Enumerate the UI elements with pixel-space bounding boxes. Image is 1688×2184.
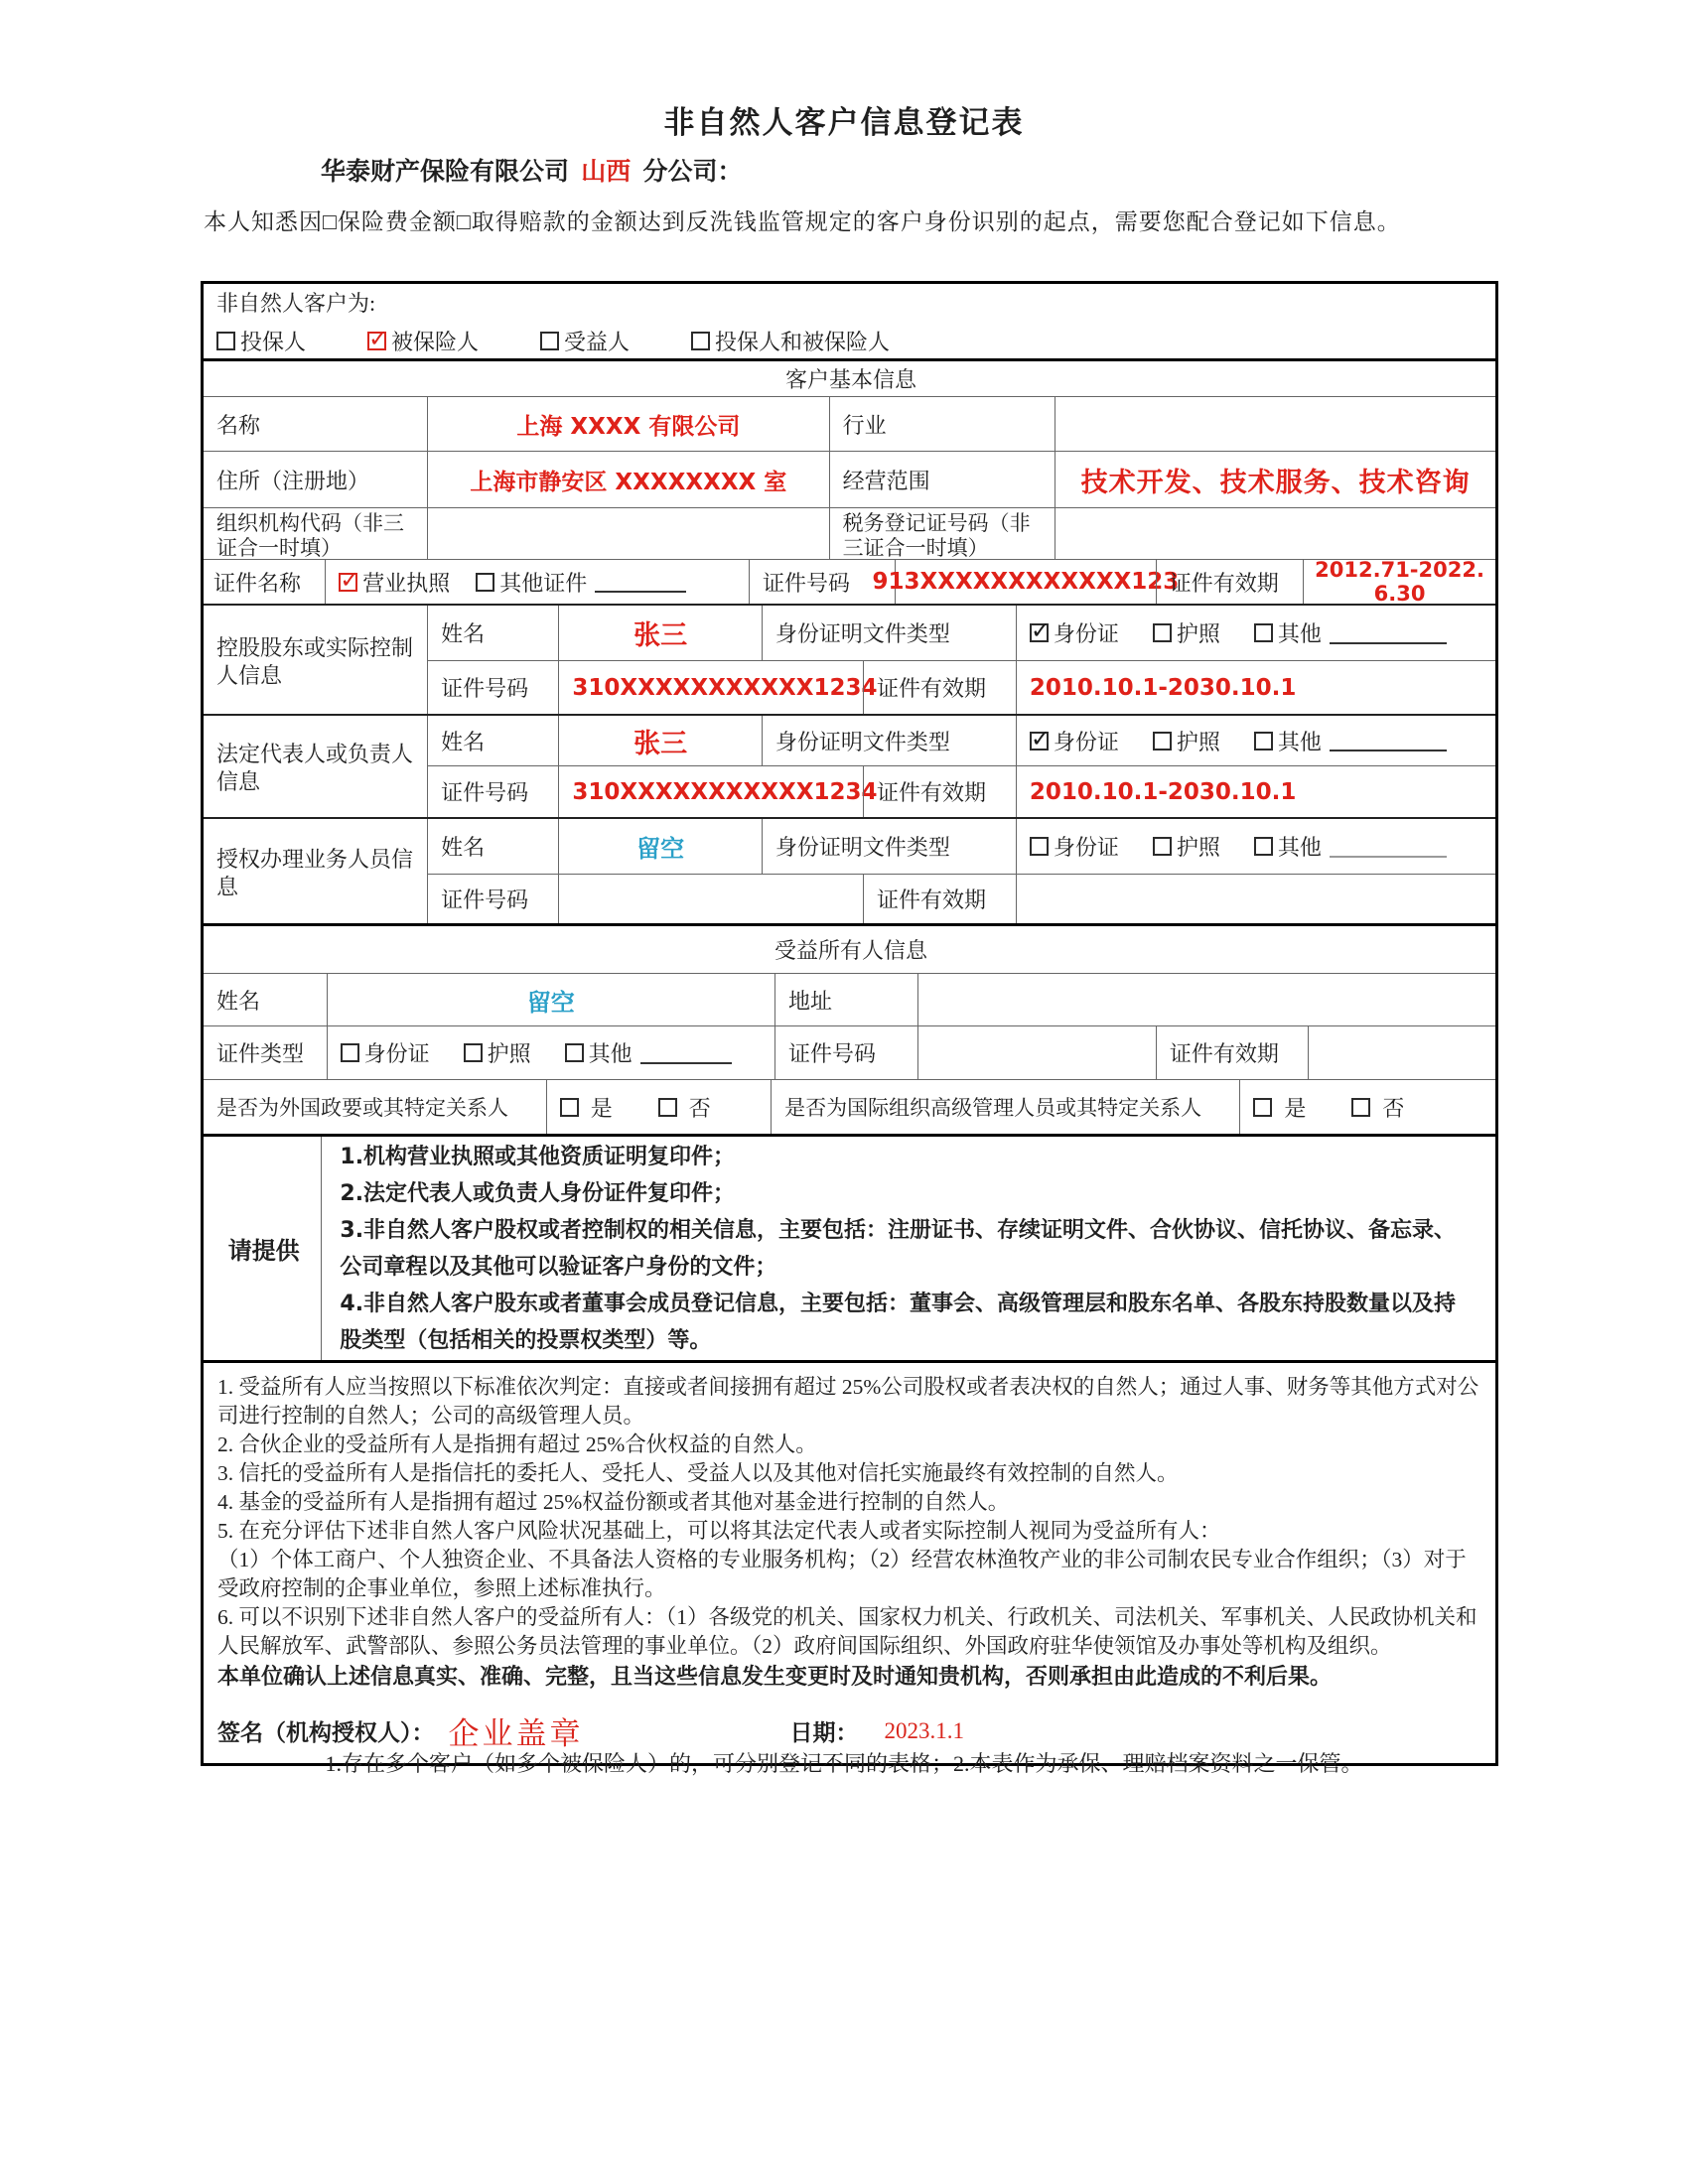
registration-table [201, 281, 1498, 1766]
checkbox-icon[interactable] [560, 1098, 579, 1117]
org-code-value[interactable] [427, 508, 829, 559]
option-label: 投保人和被保险人 [715, 329, 891, 354]
provide-row [204, 1134, 1495, 1360]
checkbox-icon[interactable] [1254, 837, 1273, 856]
certificate-row [204, 559, 1495, 604]
checkbox-icon[interactable] [1030, 837, 1049, 856]
beneficial-header-row [204, 923, 1495, 973]
checkbox-icon[interactable] [565, 1043, 584, 1062]
beneficial-validity-label: 证件有效期 [1156, 1026, 1309, 1079]
intl-org-options [1239, 1080, 1495, 1134]
option-other-cert[interactable] [476, 567, 686, 598]
cert-no-label: 证件号码 [427, 875, 558, 923]
confirmation-statement: 本单位确认上述信息真实、准确、完整，且当这些信息发生变更时及时通知贵机构，否则承担由此造成的不利后果。 [217, 1665, 1333, 1690]
cert-no-value[interactable] [558, 875, 863, 923]
option-id-card[interactable] [1030, 617, 1119, 648]
option-label: 身份证 [1053, 729, 1119, 754]
industry-value[interactable] [1055, 397, 1495, 451]
checkbox-icon[interactable] [464, 1043, 483, 1062]
customer-type-options [216, 326, 951, 356]
beneficial-cert-no-label: 证件号码 [774, 1026, 917, 1079]
branch-suffix: 分公司： [642, 159, 743, 186]
option-label: 营业执照 [362, 570, 451, 596]
notes-cell [204, 1363, 1495, 1763]
option-label: 其他 [1277, 621, 1322, 646]
validity-value[interactable] [1016, 875, 1495, 923]
other-blank[interactable] [1330, 622, 1447, 644]
intl-no-option[interactable] [1351, 1092, 1404, 1123]
note-item: （1）个体工商户、个人独资企业、不具备法人资格的专业服务机构；（2）经营农林渔牧产业的非公司制农民专业合作组织；（3）对于受政府控制的企事业单位，参照上述标准执行。 [217, 1548, 1467, 1600]
checkbox-icon[interactable] [540, 332, 559, 350]
doc-type-options [1016, 606, 1495, 660]
intro-text: 本人知悉因□保险费金额□取得赔款的金额达到反洗钱监管规定的客户身份识别的起点，需要您配合登记如下信息。 [204, 209, 1401, 234]
validity-label: 证件有效期 [863, 875, 1016, 923]
tax-no-value[interactable] [1055, 508, 1495, 559]
note-item: 6. 可以不识别下述非自然人客户的受益所有人：（1）各级党的机关、国家权力机关、行政机关、司法机关、军事机关、人民政协机关和人民解放军、武警部队、参照公务员法管理的事业单位。（2）政府间国际组织、外国政府驻华使领馆及办事处等机构及组织。 [217, 1605, 1477, 1658]
option-label: 被保险人 [391, 329, 480, 354]
cert-no-value[interactable]: 310XXXXXXXXXXX1234 [558, 661, 863, 714]
beneficial-address-value[interactable] [917, 974, 1495, 1025]
intl-org-label: 是否为国际组织高级管理人员或其特定关系人 [771, 1080, 1239, 1134]
option-insured[interactable] [367, 326, 479, 356]
option-label: 其他证件 [499, 570, 588, 596]
org-code-label: 组织机构代码（非三证合一时填） [216, 510, 404, 560]
option-label: 其他 [588, 1041, 633, 1066]
business-scope-label: 经营范围 [829, 452, 1055, 507]
name-value[interactable]: 留空 [558, 819, 761, 874]
name-label: 姓名 [427, 606, 558, 660]
checkbox-icon[interactable] [1254, 732, 1273, 751]
address-label: 住所（注册地） [216, 468, 370, 493]
checkbox-icon[interactable] [1254, 623, 1273, 642]
beneficial-cert-type-label: 证件类型 [216, 1041, 305, 1066]
name-value[interactable]: 张三 [558, 606, 761, 660]
option-other[interactable] [1254, 831, 1447, 862]
beneficial-name-row [204, 973, 1495, 1025]
name-label: 姓名 [427, 819, 558, 874]
checkbox-icon[interactable] [691, 332, 710, 350]
option-other[interactable] [565, 1037, 732, 1068]
address-row [204, 451, 1495, 507]
cert-validity-value[interactable]: 2012.71-2022. 6.30 [1303, 560, 1495, 604]
note-item: 3. 信托的受益所有人是指信托的委托人、受托人、受益人以及其他对信托实施最终有效控制的自然人。 [217, 1461, 1179, 1485]
checkbox-icon[interactable] [216, 332, 235, 350]
basic-info-header [204, 361, 1495, 396]
signature-value[interactable]: 企业盖章 [448, 1716, 584, 1751]
option-label: 其他 [1277, 835, 1322, 860]
beneficial-cert-row [204, 1025, 1495, 1079]
option-passport[interactable] [1153, 617, 1220, 648]
validity-label: 证件有效期 [863, 766, 1016, 817]
business-scope-value[interactable]: 技术开发、技术服务、技术咨询 [1055, 452, 1495, 507]
address-value[interactable]: 上海市静安区 XXXXXXXX 室 [427, 452, 829, 507]
cert-no-label: 证件号码 [427, 766, 558, 817]
checkbox-icon[interactable] [1030, 732, 1049, 751]
other-blank[interactable] [1330, 730, 1447, 751]
cert-no-value[interactable]: 913XXXXXXXXXXXX123 [895, 560, 1156, 604]
intl-yes-option[interactable] [1253, 1092, 1306, 1123]
company-name: 华泰财产保险有限公司 [321, 159, 570, 186]
name-value[interactable]: 上海 XXXX 有限公司 [427, 397, 829, 451]
page-title: 非自然人客户信息登记表 [663, 105, 1025, 140]
option-id-card[interactable] [1030, 831, 1119, 862]
option-label: 投保人 [240, 329, 307, 354]
footer-note: 1.存在多个客户（如多个被保险人）的，可分别登记不同的表格；2.本表作为承保、理赔档案资料之一保管。 [325, 1751, 1363, 1776]
option-label: 受益人 [564, 329, 631, 354]
option-label: 护照 [1176, 835, 1220, 860]
legal-representative-group [204, 714, 1495, 817]
provide-item: 3.非自然人客户股权或者控制权的相关信息，主要包括：注册证书、存续证明文件、合伙协议、信托协议、备忘录、公司章程以及其他可以验证客户身份的文件； [340, 1217, 1457, 1280]
option-label: 否 [688, 1095, 711, 1121]
doc-type-label: 身份证明文件类型 [762, 606, 1016, 660]
customer-type-cell [204, 284, 1495, 358]
option-label: 身份证 [1053, 621, 1119, 646]
other-blank[interactable] [1330, 836, 1447, 858]
cert-name-label: 证件名称 [213, 570, 302, 596]
notes-row [204, 1360, 1495, 1763]
option-beneficiary[interactable] [540, 326, 630, 356]
checkbox-icon[interactable] [1153, 732, 1172, 751]
option-passport[interactable] [1153, 831, 1220, 862]
authorized-agent-group [204, 817, 1495, 923]
doc-type-label: 身份证明文件类型 [762, 716, 1016, 765]
provide-item: 1.机构营业执照或其他资质证明复印件； [340, 1144, 736, 1169]
group-label: 授权办理业务人员信息 [216, 846, 414, 899]
doc-type-label: 身份证明文件类型 [762, 819, 1016, 874]
provide-items [321, 1137, 1495, 1360]
beneficial-cert-no-value[interactable] [917, 1026, 1155, 1079]
pep-options [546, 1080, 771, 1134]
note-item: 5. 在充分评估下述非自然人客户风险状况基础上，可以将其法定代表人或者实际控制人视同为受益所有人： [217, 1519, 1221, 1543]
checkbox-icon[interactable] [339, 573, 357, 592]
name-row [204, 396, 1495, 451]
option-label: 护照 [487, 1041, 531, 1066]
option-policyholder[interactable] [216, 326, 306, 356]
option-label: 护照 [1176, 729, 1220, 754]
checkbox-icon[interactable] [1253, 1098, 1272, 1117]
pep-yes-option[interactable] [560, 1092, 613, 1123]
option-label: 身份证 [1053, 835, 1119, 860]
checkbox-icon[interactable] [341, 1043, 359, 1062]
validity-value[interactable]: 2010.10.1-2030.10.1 [1016, 661, 1495, 714]
option-passport[interactable] [1153, 726, 1220, 756]
org-code-row [204, 507, 1495, 559]
doc-type-options [1016, 716, 1495, 765]
note-item: 2. 合伙企业的受益所有人是指拥有超过 25%合伙权益的自然人。 [217, 1433, 817, 1456]
beneficial-name-label: 姓名 [216, 988, 261, 1014]
note-item: 1. 受益所有人应当按照以下标准依次判定：直接或者间接拥有超过 25%公司股权或者表决权的自然人；通过人事、财务等其他方式对公司进行控制的自然人；公司的高级管理人员。 [217, 1375, 1479, 1428]
checkbox-icon[interactable] [658, 1098, 677, 1117]
beneficial-cert-options [327, 1026, 774, 1079]
checkbox-icon[interactable] [1351, 1098, 1370, 1117]
cert-no-label: 证件号码 [749, 560, 895, 604]
checkbox-icon[interactable] [1153, 837, 1172, 856]
controlling-shareholder-group [204, 604, 1495, 714]
customer-type-row [204, 284, 1495, 358]
option-other[interactable] [1254, 726, 1447, 756]
signature-label: 签名（机构授权人）： [217, 1720, 435, 1746]
option-business-license[interactable] [339, 567, 450, 598]
industry-label: 行业 [829, 397, 1055, 451]
cert-validity-label: 证件有效期 [1156, 560, 1303, 604]
group-label: 控股股东或实际控制人信息 [216, 634, 414, 688]
provide-item: 2.法定代表人或负责人身份证件复印件； [340, 1180, 736, 1206]
name-value[interactable]: 张三 [558, 716, 761, 765]
beneficial-address-label: 地址 [774, 974, 917, 1025]
customer-type-label: 非自然人客户为: [216, 290, 376, 316]
checkbox-icon[interactable] [1153, 623, 1172, 642]
pep-row [204, 1079, 1495, 1134]
cert-no-label: 证件号码 [427, 661, 558, 714]
option-id-card[interactable] [341, 1037, 430, 1068]
checkbox-icon[interactable] [1030, 623, 1049, 642]
other-cert-blank[interactable] [595, 571, 686, 593]
option-other[interactable] [1254, 617, 1447, 648]
option-passport[interactable] [464, 1037, 531, 1068]
checkbox-icon[interactable] [476, 573, 494, 592]
group-label: 法定代表人或负责人信息 [216, 742, 414, 794]
option-policyholder-and-insured[interactable] [691, 326, 890, 356]
pep-label: 是否为外国政要或其特定关系人 [216, 1096, 508, 1120]
cert-name-options [325, 560, 749, 604]
basic-info-header-row [204, 358, 1495, 396]
option-id-card[interactable] [1030, 726, 1119, 756]
name-label: 名称 [216, 412, 261, 438]
beneficial-title: 受益所有人信息 [774, 938, 927, 963]
doc-type-options [1016, 819, 1495, 874]
name-label: 姓名 [427, 716, 558, 765]
other-blank[interactable] [640, 1042, 732, 1064]
validity-label: 证件有效期 [863, 661, 1016, 714]
date-label: 日期： [789, 1720, 859, 1746]
basic-info-title: 客户基本信息 [784, 367, 916, 392]
cert-no-value[interactable]: 310XXXXXXXXXXX1234 [558, 766, 863, 817]
note-item: 4. 基金的受益所有人是指拥有超过 25%权益份额或者其他对基金进行控制的自然人。 [217, 1490, 1010, 1514]
checkbox-icon[interactable] [367, 332, 386, 350]
option-label: 是 [590, 1095, 613, 1121]
company-line [321, 152, 1688, 188]
provide-item: 4.非自然人客户股东或者董事会成员登记信息，主要包括：董事会、高级管理层和股东名单、各股东持股数量以及持股类型（包括相关的投票权类型）等。 [340, 1291, 1457, 1353]
beneficial-name-value[interactable]: 留空 [327, 974, 774, 1025]
branch-name: 山西 [581, 159, 632, 186]
option-label: 是 [1284, 1095, 1307, 1121]
provide-label: 请提供 [227, 1237, 300, 1265]
option-label: 护照 [1176, 621, 1220, 646]
tax-no-label: 税务登记证号码（非三证合一时填） [829, 508, 1055, 559]
beneficial-validity-value[interactable] [1308, 1026, 1495, 1079]
option-label: 其他 [1277, 729, 1322, 754]
pep-no-option[interactable] [658, 1092, 711, 1123]
date-value[interactable]: 2023.1.1 [884, 1717, 964, 1743]
validity-value[interactable]: 2010.10.1-2030.10.1 [1016, 766, 1495, 817]
option-label: 否 [1382, 1095, 1405, 1121]
beneficial-header [204, 926, 1495, 973]
option-label: 身份证 [363, 1041, 430, 1066]
